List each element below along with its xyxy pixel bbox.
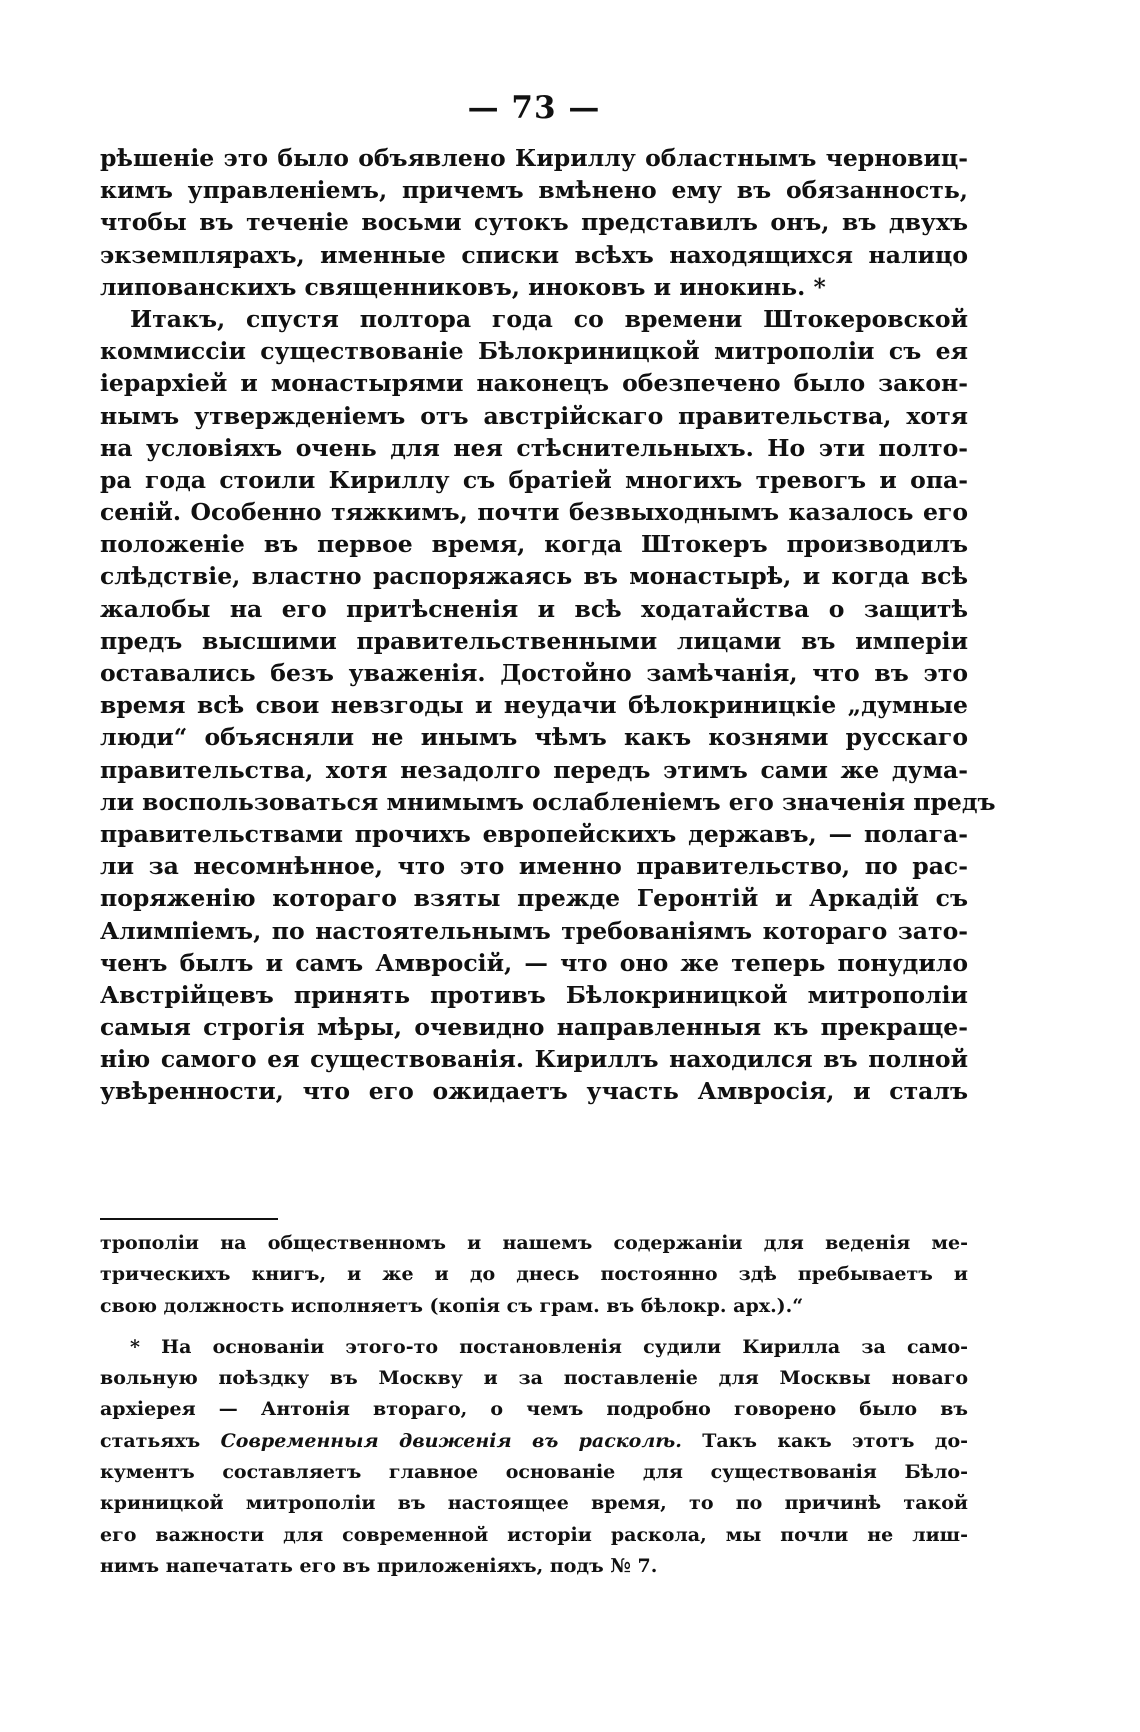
text-line: Австрійцевъ принять противъ Бѣлокриницкой митрополіи <box>100 980 968 1009</box>
text-line: сеній. Особенно тяжкимъ, почти безвыходнымъ казалось его <box>100 498 968 527</box>
footnote-text: статьяхъ <box>100 1429 221 1452</box>
main-text-block <box>100 142 996 1108</box>
text-line: ли воспользоваться мнимымъ ослабленіемъ его значенія предъ <box>100 787 996 816</box>
text-line: рѣшеніе это было объявлено Кириллу областнымъ черновиц- <box>100 144 968 172</box>
footnote-line: трическихъ книгъ, и же и до днесь постоянно здѣ пребываетъ и <box>100 1263 968 1286</box>
footnote-line: нимъ напечатать его въ приложеніяхъ, подъ № 7. <box>100 1554 658 1577</box>
text-line: коммиссіи существованіе Бѣлокриницкой митрополіи съ ея <box>100 337 968 366</box>
footnote-line: трополіи на общественномъ и нашемъ содержаніи для веденія ме- <box>100 1232 968 1254</box>
text-line: время всѣ свои невзгоды и неудачи бѣлокриницкіе „думные <box>100 691 968 720</box>
footnote-line: вольную поѣздку въ Москву и за поставленіе для Москвы новаго <box>100 1367 968 1390</box>
text-line: кимъ управленіемъ, причемъ вмѣнено ему въ обязанность, <box>100 176 968 205</box>
footnote-spacer <box>100 1322 968 1332</box>
text-line: жалобы на его притѣсненія и всѣ ходатайства о защитѣ <box>100 594 968 623</box>
footnote-line: кументъ составляетъ главное основаніе для существованія Бѣло- <box>100 1461 968 1484</box>
footnote-line-with-title <box>100 1426 968 1457</box>
text-line: экземплярахъ, именные списки всѣхъ находящихся налицо <box>100 240 968 269</box>
text-line: оставались безъ уваженія. Достойно замѣчанія, что въ это <box>100 659 968 687</box>
text-line: ра года стоили Кириллу съ братіей многихъ тревогъ и опа- <box>100 465 968 494</box>
article-title: Современныя движенія въ расколѣ. <box>220 1429 682 1452</box>
footnotes-block <box>100 1228 968 1582</box>
text-line: слѣдствіе, властно распоряжаясь въ монастырѣ, и когда всѣ <box>100 562 968 591</box>
text-line: ли за несомнѣнное, что это именно правительство, по рас- <box>100 852 968 881</box>
text-line: правительства, хотя незадолго передъ этимъ сами же дума- <box>100 755 968 784</box>
footnote-line: криницкой митрополіи въ настоящее время, то по причинѣ такой <box>100 1492 968 1515</box>
footnote-text: Такъ какъ этотъ до- <box>681 1429 968 1452</box>
text-line: Алимпіемъ, по настоятельнымъ требованіямъ котораго зато- <box>100 916 968 945</box>
text-line: на условіяхъ очень для нея стѣснительныхъ. Но эти полто- <box>100 433 968 462</box>
text-line: увѣренности, что его ожидаетъ участь Амвросія, и сталъ <box>100 1077 968 1106</box>
footnote-line: архіерея — Антонія втораго, о чемъ подробно говорено было въ <box>100 1398 968 1421</box>
text-line: липованскихъ священниковъ, иноковъ и инокинь. * <box>100 272 826 301</box>
text-line: положеніе въ первое время, когда Штокеръ производилъ <box>100 530 968 559</box>
text-line: самыя строгія мѣры, очевидно направленныя къ прекраще- <box>100 1013 968 1042</box>
text-line: люди“ объясняли не инымъ чѣмъ какъ кознями русскаго <box>100 723 968 752</box>
text-line: поряженію котораго взяты прежде Геронтій и Аркадій съ <box>100 884 968 913</box>
text-line: Итакъ, спустя полтора года со времени Штокеровской <box>130 304 968 333</box>
text-line: чтобы въ теченіе восьми сутокъ представилъ онъ, въ двухъ <box>100 208 968 237</box>
text-line: нымъ утвержденіемъ отъ австрійскаго правительства, хотя <box>100 401 968 430</box>
text-line: ченъ былъ и самъ Амвросій, — что оно же теперь понудило <box>100 948 968 977</box>
footnote-line: * На основаніи этого-то постановленія судили Кирилла за само- <box>130 1335 968 1358</box>
text-line: предъ высшими правительственными лицами въ имперіи <box>100 626 968 655</box>
footnote-line: свою должность исполняетъ (копія съ грам. въ бѣлокр. арх.).“ <box>100 1294 804 1317</box>
text-line: нію самого ея существованія. Кириллъ находился въ полной <box>100 1045 968 1074</box>
footnote-divider <box>100 1218 278 1220</box>
text-line: правительствами прочихъ европейскихъ державъ, — полага- <box>100 819 968 848</box>
page-number: — 73 — <box>467 90 601 126</box>
footnote-line: его важности для современной исторіи раскола, мы почли не лиш- <box>100 1523 968 1546</box>
text-line: іерархіей и монастырями наконецъ обезпечено было закон- <box>100 369 968 398</box>
